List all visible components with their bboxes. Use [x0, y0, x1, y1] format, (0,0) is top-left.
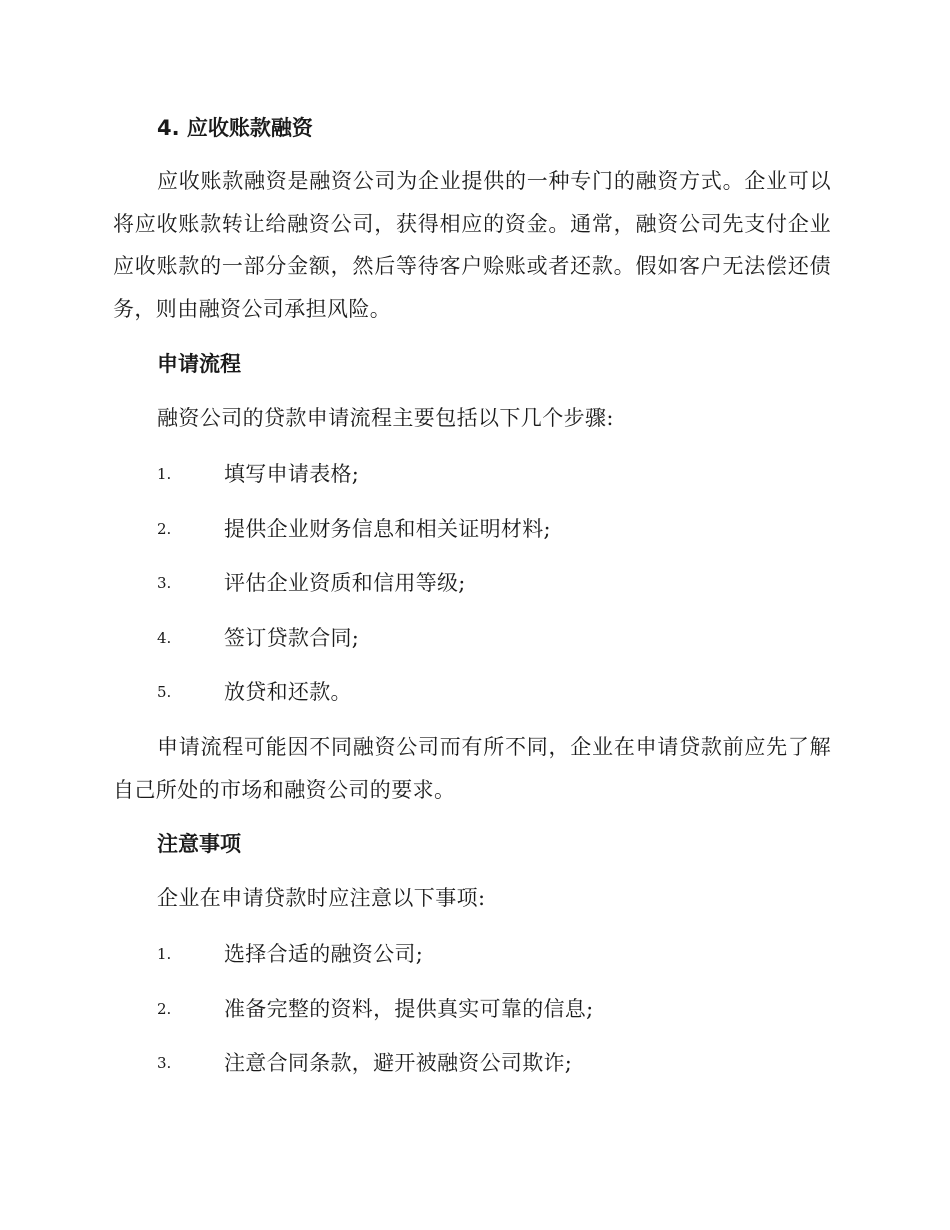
application-process-intro: 融资公司的贷款申请流程主要包括以下几个步骤:	[157, 406, 614, 430]
list-item-number: 3.	[157, 1054, 172, 1072]
precautions-intro: 企业在申请贷款时应注意以下事项:	[157, 886, 486, 910]
list-item	[157, 939, 423, 969]
list-item-number: 1.	[157, 945, 172, 963]
list-item-text: 选择合适的融资公司;	[224, 942, 424, 966]
receivables-financing-paragraph: 应收账款融资是融资公司为企业提供的一种专门的融资方式。企业可以将应收账款转让给融资公司，获得相应的资金。通常，融资公司先支付企业应收账款的一部分金额，然后等待客户赊账或者还款。假如客户无法偿还债务，则由融资公司承担风险。	[113, 169, 831, 321]
list-item-number: 1.	[157, 465, 172, 483]
list-item	[157, 459, 359, 489]
list-item-text: 注意合同条款，避开被融资公司欺诈;	[224, 1051, 573, 1075]
list-item-text: 评估企业资质和信用等级;	[224, 571, 466, 595]
section-heading-application-process: 申请流程	[157, 352, 241, 376]
list-item-text: 准备完整的资料，提供真实可靠的信息;	[224, 997, 594, 1021]
section-heading-precautions: 注意事项	[157, 832, 241, 856]
list-item	[157, 994, 593, 1024]
application-process-note: 申请流程可能因不同融资公司而有所不同，企业在申请贷款前应先了解自己所处的市场和融资公司的要求。	[113, 735, 831, 802]
list-item-number: 4.	[157, 629, 172, 647]
list-item	[157, 1048, 572, 1078]
list-item-number: 5.	[157, 683, 172, 701]
section-heading-receivables-financing: 4. 应收账款融资	[157, 116, 313, 140]
list-item-number: 3.	[157, 574, 172, 592]
list-item-text: 放贷和还款。	[224, 680, 352, 704]
list-item-number: 2.	[157, 1000, 172, 1018]
list-item	[157, 623, 359, 653]
list-item	[157, 568, 466, 598]
list-item	[157, 677, 352, 707]
list-item	[157, 514, 551, 544]
list-item-text: 填写申请表格;	[224, 462, 360, 486]
list-item-text: 提供企业财务信息和相关证明材料;	[224, 517, 551, 541]
list-item-text: 签订贷款合同;	[224, 626, 360, 650]
list-item-number: 2.	[157, 520, 172, 538]
